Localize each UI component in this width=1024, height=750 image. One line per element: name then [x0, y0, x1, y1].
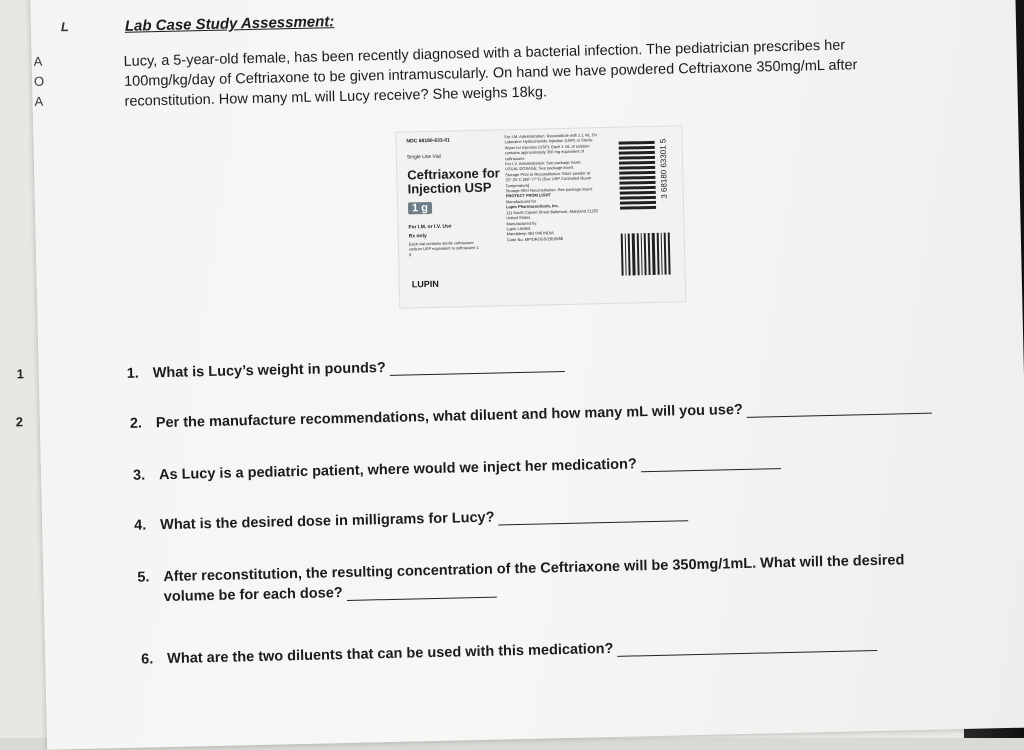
label-side-number: 3 68180 63301 5 — [658, 138, 669, 199]
label-usual-dosage: USUAL DOSAGE: See package insert. — [505, 165, 575, 172]
side-number-1: 1 — [16, 366, 25, 382]
margin-letter-2: A — [33, 53, 43, 69]
margin-letter-4: A — [34, 93, 44, 109]
question-5 — [137, 552, 905, 605]
question-number: 6. — [141, 651, 154, 668]
question-number: 4. — [134, 517, 147, 534]
label-storage-prior: Storage Prior to Reconstitution: Store powder at 20°-25°C (68°-77°F) [See USP Controlled Room Temperature]. — [505, 170, 592, 188]
worksheet-page — [15, 0, 1024, 750]
question-4 — [134, 505, 689, 534]
barcode-horizontal — [621, 233, 671, 276]
label-each-vial: Each vial contains sterile ceftriaxone sodium USP equivalent to ceftriaxone 1 g — [408, 240, 479, 257]
answer-line[interactable] — [747, 399, 932, 418]
label-iv-admin: For I.V. Administration: See package insert. — [505, 159, 582, 167]
label-protect: PROTECT FROM LIGHT — [505, 192, 551, 199]
label-maker-address: Mandideep 462 046 INDIA — [506, 230, 554, 237]
question-number: 3. — [132, 467, 146, 484]
question-number: 1. — [126, 365, 140, 382]
margin-letter-1: L — [60, 19, 69, 35]
question-text: What are the two diluents that can be used with this medication? — [167, 640, 614, 668]
answer-line[interactable] — [346, 583, 496, 601]
question-number: 2. — [129, 415, 143, 432]
question-3 — [133, 453, 781, 484]
question-1 — [127, 356, 565, 382]
drug-label-image — [395, 125, 686, 308]
label-instructions — [504, 132, 604, 242]
label-route: For I.M. or I.V. Use — [408, 223, 452, 231]
question-2 — [130, 398, 932, 432]
label-single-use: Single Use Vial — [406, 153, 441, 161]
barcode-vertical — [619, 141, 657, 216]
question-text-cont: volume be for each dose? — [163, 585, 343, 606]
label-drug-name-line2: Injection USP — [407, 179, 492, 197]
label-im-admin: For I.M. Administration: Reconstitute with 2.1 mL 1% Lidocaine Hydrochloride Injection (USP) or Sterile Water for Injection (USP). Each 1 mL of solution contains approximately 350 mg equivalent of ceftriaxone — [504, 132, 598, 161]
answer-line[interactable] — [390, 357, 565, 376]
label-rx-only: Rx only — [408, 233, 427, 240]
label-manufactured-for: Manufactured for — [505, 198, 537, 205]
margin-letter-3: O — [33, 73, 45, 89]
label-maker: Lupin Limited — [506, 225, 531, 232]
label-manufactured-by: Manufactured by: — [506, 220, 538, 226]
question-number: 5. — [137, 569, 150, 586]
question-text: What is the desired dose in milligrams for Lucy? — [159, 509, 495, 534]
answer-line[interactable] — [641, 454, 781, 472]
page-heading: Lab Case Study Assessment: — [124, 13, 335, 35]
question-text: Per the manufacture recommendations, what diluent and how many mL will you use? — [155, 401, 743, 432]
answer-line[interactable] — [498, 506, 688, 525]
question-text: After reconstitution, the resulting concentration of the Ceftriaxone will be 350mg/1mL. What will the desired — [163, 552, 905, 586]
question-text: As Lucy is a pediatric patient, where would we inject her medication? — [158, 456, 637, 484]
label-address: 111 South Calvert Street Baltimore, Maryland 21202 United States — [506, 207, 599, 221]
side-number-2: 2 — [15, 414, 24, 430]
label-company: Lupin Pharmaceuticals, Inc. — [505, 203, 559, 210]
question-text: What is Lucy’s weight in pounds? — [152, 360, 386, 382]
answer-line[interactable] — [617, 636, 877, 657]
case-description: Lucy, a 5-year-old female, has been recently diagnosed with a bacterial infection. The pediatrician prescribes her 100mg/kg/day of Ceftriaxone to be given intramuscularly. On hand we have powdered Ceftriaxone 350mg/mL after reconstitution. How many mL will Lucy receive? She weighs 18kg. — [123, 37, 858, 110]
label-ndc: NDC 68180-633-01 — [406, 137, 450, 145]
label-drug-name-line1: Ceftriaxone for — [407, 165, 500, 183]
label-brand: LUPIN — [411, 278, 439, 290]
label-storage-after: Storage After Reconstitution: See package insert. — [505, 186, 594, 194]
question-6 — [141, 635, 878, 668]
label-strength-badge: 1 g — [408, 202, 432, 215]
label-code: Code No. MP/DRUGS/28/16/88 — [506, 235, 564, 242]
label-drug-name — [407, 166, 500, 196]
